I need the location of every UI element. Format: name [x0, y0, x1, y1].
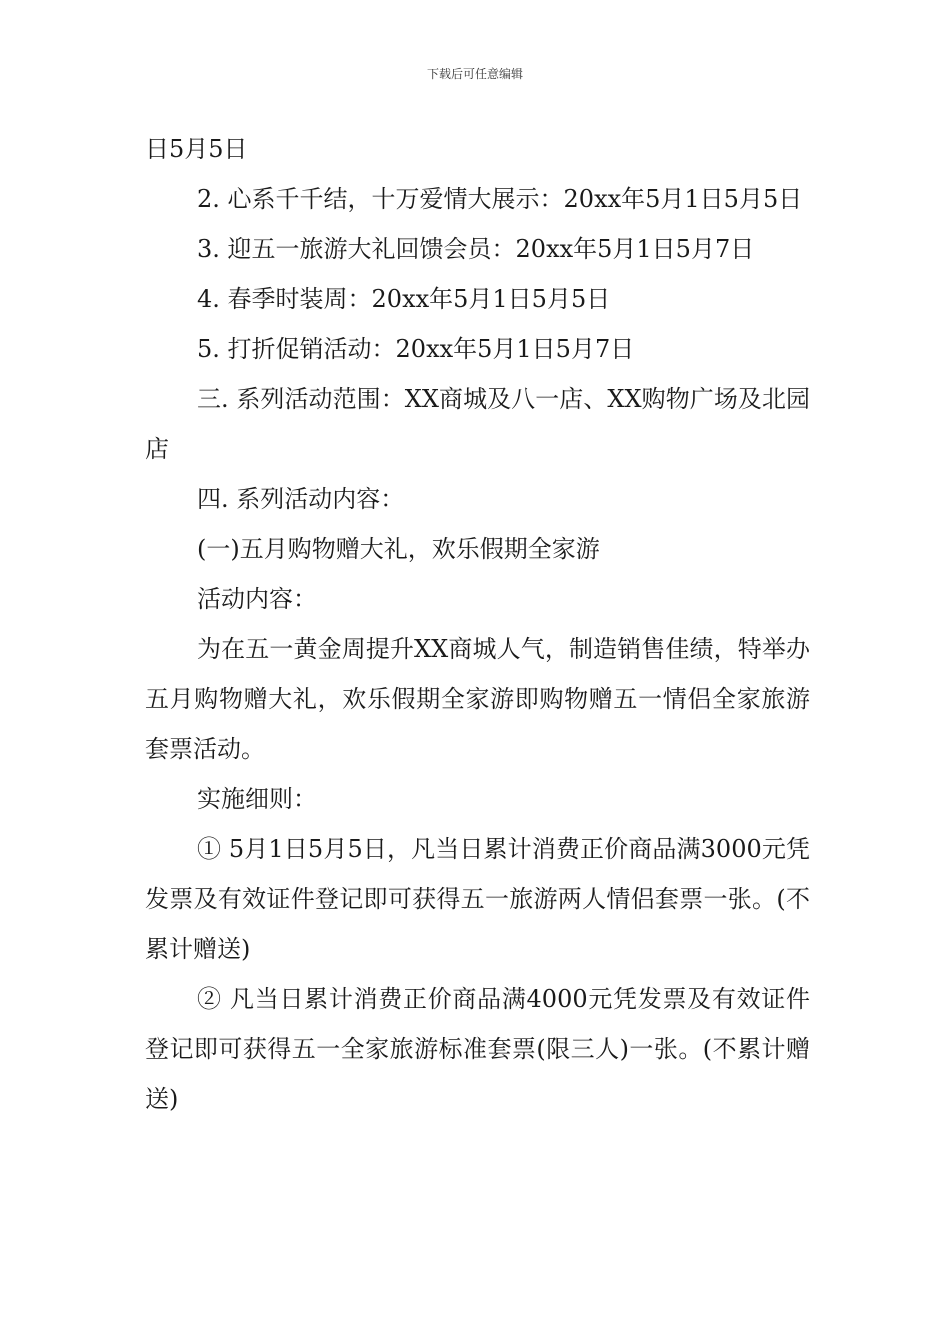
paragraph: 5. 打折促销活动：20xx年5月1日5月7日 [197, 335, 635, 363]
paragraph: ① 5月1日5月5日，凡当日累计消费正价商品满3000元凭发票及有效证件登记即可获得五一旅游两人情侣套票一张。(不累计赠送) [145, 835, 810, 963]
label: 活动内容： [197, 585, 317, 613]
section-heading: 四. 系列活动内容： [197, 485, 405, 513]
paragraph: 4. 春季时装周：20xx年5月1日5月5日 [197, 285, 611, 313]
paragraph: 日5月5日 [145, 135, 248, 163]
label: 实施细则： [197, 785, 317, 813]
page-header: 下载后可任意编辑 [426, 67, 523, 81]
paragraph: ② 凡当日累计消费正价商品满4000元凭发票及有效证件登记即可获得五一全家旅游标准套票(限三人)一张。(不累计赠送) [145, 985, 810, 1113]
subsection-heading: (一)五月购物赠大礼，欢乐假期全家游 [197, 535, 600, 563]
document-body [145, 124, 810, 1124]
paragraph: 为在五一黄金周提升XX商城人气，制造销售佳绩，特举办五月购物赠大礼，欢乐假期全家游即购物赠五一情侣全家旅游套票活动。 [145, 635, 810, 763]
paragraph: 2. 心系千千结，十万爱情大展示：20xx年5月1日5月5日 [197, 185, 803, 213]
paragraph: 3. 迎五一旅游大礼回馈会员：20xx年5月1日5月7日 [197, 235, 755, 263]
section-heading: 三. 系列活动范围：XX商城及八一店、XX购物广场及北园店 [145, 385, 810, 463]
